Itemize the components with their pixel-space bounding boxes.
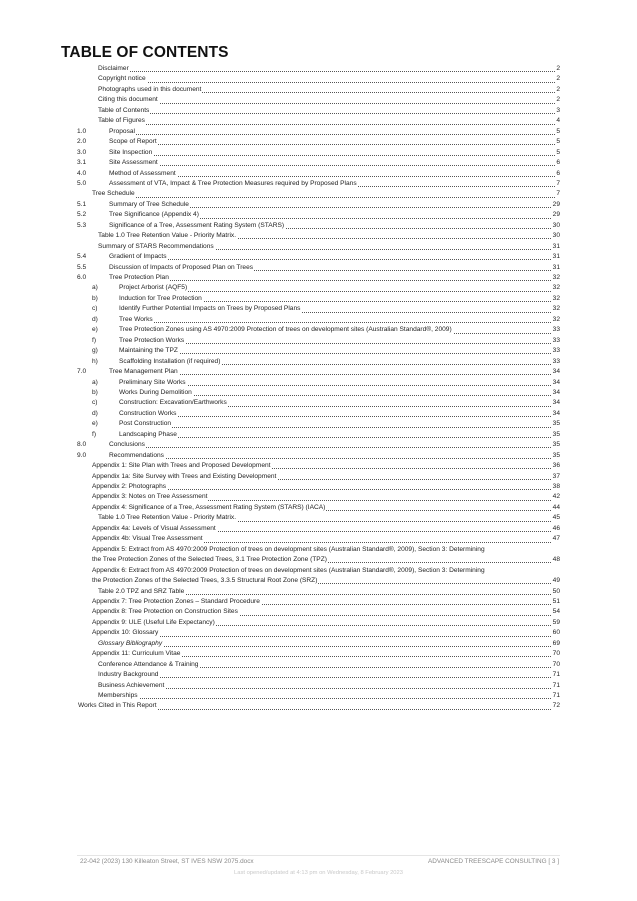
toc-entry-label: the Protection Zones of the Selected Trees, 3.3.5 Structural Root Zone (SRZ) bbox=[92, 576, 318, 586]
toc-entry-label: Appendix 8: Tree Protection on Construction Sites bbox=[92, 607, 239, 617]
toc-entry[interactable] bbox=[0, 566, 637, 576]
toc-entry[interactable] bbox=[0, 315, 637, 325]
toc-entry-page: 35 bbox=[552, 451, 560, 461]
toc-entry[interactable] bbox=[0, 597, 637, 607]
toc-entry-page: 71 bbox=[552, 691, 560, 701]
toc-entry-label: Discussion of Impacts of Proposed Plan on Trees bbox=[109, 263, 254, 273]
toc-entry-label: Recommendations bbox=[109, 451, 165, 461]
toc-entry-number: f) bbox=[92, 430, 97, 438]
toc-dot-leader bbox=[98, 82, 557, 83]
toc-dot-leader bbox=[92, 636, 557, 637]
toc-entry-page: 7 bbox=[555, 189, 560, 199]
toc-entry[interactable] bbox=[0, 378, 637, 388]
toc-dot-leader bbox=[119, 322, 557, 323]
toc-entry-label: Tree Protection Zones using AS 4970:2009 Protection of trees on development sites (Australian Standard®, 2009) bbox=[119, 325, 453, 335]
toc-entry-number: 5.0 bbox=[77, 179, 87, 187]
toc-entry-label: Appendix 5: Extract from AS 4970:2009 Protection of trees on development sites (Australian Standard®, 2009), Section 3: Determining bbox=[92, 545, 486, 555]
toc-entry-label: Works Cited in This Report bbox=[78, 701, 158, 711]
toc-entry-label: Project Arborist (AQF5) bbox=[119, 283, 188, 293]
toc-entry-number: 8.0 bbox=[77, 441, 87, 449]
toc-dot-leader bbox=[109, 155, 557, 156]
toc-entry-label: Tree Protection Works bbox=[119, 336, 185, 346]
toc-entry-page: 35 bbox=[552, 430, 560, 440]
toc-entry-page: 31 bbox=[552, 242, 560, 252]
toc-entry[interactable] bbox=[0, 660, 637, 670]
page-title: TABLE OF CONTENTS bbox=[61, 44, 229, 61]
toc-entry-label: Memberships bbox=[98, 691, 139, 701]
toc-entry[interactable] bbox=[0, 273, 637, 283]
toc-entry-label: Proposal bbox=[109, 127, 136, 137]
toc-dot-leader bbox=[109, 280, 557, 281]
toc-entry-page: 59 bbox=[552, 618, 560, 628]
toc-entry-label: Table 2.0 TPZ and SRZ Table bbox=[98, 587, 185, 597]
toc-entry[interactable] bbox=[0, 221, 637, 231]
toc-entry-label: Scaffolding Installation (if required) bbox=[119, 357, 221, 367]
toc-entry-page: 33 bbox=[552, 357, 560, 367]
toc-entry-page: 29 bbox=[552, 210, 560, 220]
toc-entry-label: Works During Demolition bbox=[119, 388, 193, 398]
toc-entry[interactable] bbox=[0, 64, 637, 74]
toc-entry-label: Post Construction bbox=[119, 419, 172, 429]
toc-entry-label: Assessment of VTA, Impact & Tree Protection Measures required by Proposed Plans bbox=[109, 179, 358, 189]
toc-entry[interactable] bbox=[0, 492, 637, 502]
toc-entry-page: 48 bbox=[552, 555, 560, 565]
toc-entry-number: c) bbox=[92, 305, 98, 313]
toc-entry-page: 2 bbox=[555, 64, 560, 74]
toc-entry-label: Construction: Excavation/Earthworks bbox=[119, 398, 228, 408]
toc-entry-page: 51 bbox=[552, 597, 560, 607]
toc-entry-number: 1.0 bbox=[77, 127, 87, 135]
toc-entry-page: 45 bbox=[552, 513, 560, 523]
toc-entry-page: 30 bbox=[552, 221, 560, 231]
toc-entry[interactable] bbox=[0, 681, 637, 691]
toc-entry[interactable] bbox=[0, 409, 637, 419]
toc-entry-page: 29 bbox=[552, 200, 560, 210]
toc-entry-label: Maintaining the TPZ bbox=[119, 346, 179, 356]
toc-entry[interactable] bbox=[0, 430, 637, 440]
toc-entry[interactable] bbox=[0, 200, 637, 210]
toc-dot-leader bbox=[109, 259, 557, 260]
toc-entry-label: Identify Further Potential Impacts on Trees by Proposed Plans bbox=[119, 304, 301, 314]
toc-entry-page: 42 bbox=[552, 492, 560, 502]
toc-entry-number: 9.0 bbox=[77, 451, 87, 459]
toc-entry-page: 5 bbox=[555, 137, 560, 147]
toc-entry-label: Tree Works bbox=[119, 315, 154, 325]
toc-entry[interactable] bbox=[0, 304, 637, 314]
toc-entry-label: Appendix 6: Extract from AS 4970:2009 Protection of trees on development sites (Australian Standard®, 2009), Section 3: Determining bbox=[92, 566, 486, 576]
toc-entry-label: Business Achievement bbox=[98, 681, 165, 691]
toc-entry-number: 5.2 bbox=[77, 211, 87, 219]
toc-entry-number: 2.0 bbox=[77, 138, 87, 146]
toc-entry-number: g) bbox=[92, 347, 98, 355]
toc-entry[interactable] bbox=[0, 169, 637, 179]
footer-document-name: 22-042 (2023) 130 Killeaton Street, ST IVES NSW 2075.docx bbox=[80, 858, 254, 865]
toc-entry[interactable] bbox=[0, 472, 637, 482]
toc-entry-label: Landscaping Phase bbox=[119, 430, 178, 440]
toc-entry-number: 5.1 bbox=[77, 200, 87, 208]
toc-entry[interactable] bbox=[0, 576, 637, 586]
toc-entry-number: 5.5 bbox=[77, 263, 87, 271]
toc-entry-page: 70 bbox=[552, 660, 560, 670]
toc-entry-label: Construction Works bbox=[119, 409, 177, 419]
toc-entry-page: 38 bbox=[552, 482, 560, 492]
toc-entry-page: 33 bbox=[552, 346, 560, 356]
toc-entry[interactable] bbox=[0, 85, 637, 95]
toc-entry-page: 7 bbox=[555, 179, 560, 189]
toc-entry-page: 4 bbox=[555, 116, 560, 126]
toc-entry-page: 35 bbox=[552, 419, 560, 429]
toc-entry-label: Appendix 1: Site Plan with Trees and Proposed Development bbox=[92, 461, 272, 471]
toc-entry[interactable] bbox=[0, 691, 637, 701]
toc-entry-label: Table 1.0 Tree Retention Value - Priority Matrix. bbox=[98, 231, 237, 241]
toc-entry[interactable] bbox=[0, 148, 637, 158]
toc-dot-leader bbox=[98, 677, 557, 678]
toc-entry-label: Tree Significance (Appendix 4) bbox=[109, 210, 200, 220]
toc-dot-leader bbox=[98, 124, 557, 125]
toc-entry-number: b) bbox=[92, 388, 98, 396]
toc-entry-label: Appendix 7: Tree Protection Zones – Standard Procedure bbox=[92, 597, 261, 607]
toc-entry-label: Glossary Bibliography bbox=[98, 639, 163, 649]
toc-entry-label: Table 1.0 Tree Retention Value - Priority Matrix. bbox=[98, 513, 237, 523]
toc-entry-page: 6 bbox=[555, 169, 560, 179]
toc-entry[interactable] bbox=[0, 555, 637, 565]
toc-entry-page: 71 bbox=[552, 670, 560, 680]
toc-entry-label: Tree Management Plan bbox=[109, 367, 179, 377]
toc-entry-number: c) bbox=[92, 399, 98, 407]
toc-dot-leader bbox=[119, 353, 557, 354]
toc-entry-page: 32 bbox=[552, 294, 560, 304]
toc-entry-number: 7.0 bbox=[77, 368, 87, 376]
toc-entry-page: 46 bbox=[552, 524, 560, 534]
toc-entry[interactable] bbox=[0, 649, 637, 659]
toc-dot-leader bbox=[119, 427, 557, 428]
toc-entry-page: 50 bbox=[552, 587, 560, 597]
toc-entry-page: 34 bbox=[552, 367, 560, 377]
toc-entry[interactable] bbox=[0, 628, 637, 638]
toc-dot-leader bbox=[92, 197, 557, 198]
toc-entry[interactable] bbox=[0, 74, 637, 84]
toc-entry-number: b) bbox=[92, 294, 98, 302]
toc-entry[interactable] bbox=[0, 398, 637, 408]
toc-entry-label: Copyright notice bbox=[98, 74, 147, 84]
toc-entry-number: 5.4 bbox=[77, 253, 87, 261]
toc-entry-number: d) bbox=[92, 409, 98, 417]
toc-dot-leader bbox=[119, 416, 557, 417]
toc-entry-label: Appendix 3: Notes on Tree Assessment bbox=[92, 492, 208, 502]
toc-entry[interactable] bbox=[0, 179, 637, 189]
toc-entry-label: Preliminary Site Works bbox=[119, 378, 187, 388]
toc-dot-leader bbox=[109, 458, 557, 459]
toc-entry-page: 2 bbox=[555, 85, 560, 95]
toc-dot-leader bbox=[109, 134, 557, 135]
toc-entry-page: 69 bbox=[552, 639, 560, 649]
toc-entry-page: 36 bbox=[552, 461, 560, 471]
toc-entry-label: Summary of Tree Schedule bbox=[109, 200, 190, 210]
toc-entry-label: Table of Contents bbox=[98, 106, 150, 116]
toc-entry-label: Appendix 4: Significance of a Tree, Assessment Rating System (STARS) (IACA) bbox=[92, 503, 326, 513]
toc-entry-label: Citing this document bbox=[98, 95, 159, 105]
toc-entry[interactable] bbox=[0, 231, 637, 241]
toc-entry[interactable] bbox=[0, 524, 637, 534]
toc-entry-page: 2 bbox=[555, 95, 560, 105]
toc-entry-label: Appendix 4a: Levels of Visual Assessment bbox=[92, 524, 217, 534]
toc-entry[interactable] bbox=[0, 294, 637, 304]
toc-entry-page: 5 bbox=[555, 148, 560, 158]
toc-entry-label: Photographs used in this document bbox=[98, 85, 202, 95]
toc-entry-page: 3 bbox=[555, 106, 560, 116]
toc-entry[interactable] bbox=[0, 346, 637, 356]
toc-entry-number: 6.0 bbox=[77, 274, 87, 281]
toc-entry[interactable] bbox=[0, 587, 637, 597]
footer-divider bbox=[77, 855, 560, 856]
toc-entry-number: e) bbox=[92, 420, 98, 428]
toc-entry[interactable] bbox=[0, 127, 637, 137]
toc-entry-label: Industry Background bbox=[98, 670, 159, 680]
toc-entry[interactable] bbox=[0, 357, 637, 367]
toc-entry-label: Gradient of Impacts bbox=[109, 252, 168, 262]
toc-entry[interactable] bbox=[0, 513, 637, 523]
toc-dot-leader bbox=[98, 646, 557, 647]
toc-entry-page: 30 bbox=[552, 231, 560, 241]
toc-entry[interactable] bbox=[0, 263, 637, 273]
toc-entry-page: 54 bbox=[552, 607, 560, 617]
toc-entry-number: 3.0 bbox=[77, 148, 87, 156]
toc-dot-leader bbox=[98, 71, 557, 72]
toc-dot-leader bbox=[98, 103, 557, 104]
toc-entry-label: Tree Schedule bbox=[92, 189, 136, 199]
toc-entry-label: Summary of STARS Recommendations bbox=[98, 242, 215, 252]
toc-entry-number: h) bbox=[92, 357, 98, 365]
toc-dot-leader bbox=[109, 144, 557, 145]
toc-entry-page: 49 bbox=[552, 576, 560, 586]
toc-entry-page: 34 bbox=[552, 398, 560, 408]
toc-entry-label: Site Assessment bbox=[109, 158, 159, 168]
toc-entry[interactable] bbox=[0, 701, 637, 711]
toc-entry[interactable] bbox=[0, 95, 637, 105]
footer-company-page: ADVANCED TREESCAPE CONSULTING [ 3 ] bbox=[427, 858, 559, 865]
toc-entry-page: 32 bbox=[552, 283, 560, 293]
toc-entry[interactable] bbox=[0, 242, 637, 252]
toc-entry-label: Induction for Tree Protection bbox=[119, 294, 203, 304]
toc-entry-page: 33 bbox=[552, 325, 560, 335]
toc-dot-leader bbox=[98, 113, 557, 114]
toc-entry-number: 4.0 bbox=[77, 169, 87, 177]
toc-entry-page: 72 bbox=[552, 701, 560, 711]
toc-entry-page: 47 bbox=[552, 534, 560, 544]
toc-entry[interactable] bbox=[0, 283, 637, 293]
toc-entry-page: 34 bbox=[552, 388, 560, 398]
toc-entry[interactable] bbox=[0, 367, 637, 377]
toc-entry-number: a) bbox=[92, 378, 98, 386]
toc-entry-number: 3.1 bbox=[77, 159, 87, 167]
toc-entry-page: 37 bbox=[552, 472, 560, 482]
toc-entry-label: Appendix 4b: Visual Tree Assessment bbox=[92, 534, 204, 544]
toc-entry-page: 2 bbox=[555, 74, 560, 84]
toc-entry-label: Appendix 2: Photographs bbox=[92, 482, 167, 492]
toc-entry-label: Conference Attendance & Training bbox=[98, 660, 199, 670]
toc-entry-page: 34 bbox=[552, 409, 560, 419]
toc-entry[interactable] bbox=[0, 325, 637, 335]
toc-entry[interactable] bbox=[0, 189, 637, 199]
toc-entry-number: e) bbox=[92, 326, 98, 334]
toc-entry-label: Appendix 10: Glossary bbox=[92, 628, 159, 638]
toc-entry-label: Conclusions bbox=[109, 440, 146, 450]
toc-entry-label: Tree Protection Plan bbox=[109, 273, 170, 283]
footer-last-updated: Last opened/updated at 4:13 pm on Wednesday, 8 February 2023 bbox=[234, 870, 403, 876]
toc-entry-number: d) bbox=[92, 315, 98, 323]
toc-dot-leader bbox=[109, 165, 557, 166]
toc-entry[interactable] bbox=[0, 116, 637, 126]
toc-entry[interactable] bbox=[0, 545, 637, 555]
toc-entry[interactable] bbox=[0, 639, 637, 649]
toc-dot-leader bbox=[119, 437, 557, 438]
toc-entry-label: Site Inspection bbox=[109, 148, 153, 158]
toc-entry[interactable] bbox=[0, 336, 637, 346]
toc-entry[interactable] bbox=[0, 158, 637, 168]
toc-entry-page: 71 bbox=[552, 681, 560, 691]
toc-entry-page: 70 bbox=[552, 649, 560, 659]
toc-entry-page: 5 bbox=[555, 127, 560, 137]
toc-entry-label: Appendix 9: ULE (Useful Life Expectancy) bbox=[92, 618, 216, 628]
toc-dot-leader bbox=[109, 447, 557, 448]
toc-entry-number: a) bbox=[92, 284, 98, 292]
toc-entry[interactable] bbox=[0, 670, 637, 680]
toc-entry[interactable] bbox=[0, 252, 637, 262]
toc-entry-page: 6 bbox=[555, 158, 560, 168]
toc-entry-number: 5.3 bbox=[77, 221, 87, 229]
toc-entry-label: Scope of Report bbox=[109, 137, 158, 147]
toc-entry[interactable] bbox=[0, 106, 637, 116]
toc-entry-label: Table of Figures bbox=[98, 116, 146, 126]
toc-entry-page: 32 bbox=[552, 315, 560, 325]
toc-dot-leader bbox=[98, 688, 557, 689]
toc-entry-label: Disclaimer bbox=[98, 64, 130, 74]
toc-entry[interactable] bbox=[0, 388, 637, 398]
toc-entry-page: 32 bbox=[552, 304, 560, 314]
toc-entry-label: Appendix 1a: Site Survey with Trees and Existing Development bbox=[92, 472, 277, 482]
toc-entry[interactable] bbox=[0, 440, 637, 450]
toc-entry-page: 60 bbox=[552, 628, 560, 638]
toc-entry-page: 31 bbox=[552, 263, 560, 273]
toc-entry[interactable] bbox=[0, 137, 637, 147]
toc-entry-label: Significance of a Tree, Assessment Rating System (STARS) bbox=[109, 221, 285, 231]
toc-entry[interactable] bbox=[0, 419, 637, 429]
toc-entry[interactable] bbox=[0, 451, 637, 461]
toc-entry[interactable] bbox=[0, 534, 637, 544]
toc-entry[interactable] bbox=[0, 210, 637, 220]
toc-entry[interactable] bbox=[0, 461, 637, 471]
toc-entry[interactable] bbox=[0, 618, 637, 628]
toc-entry-label: Method of Assessment bbox=[109, 169, 177, 179]
toc-entry-page: 35 bbox=[552, 440, 560, 450]
toc-entry-label: the Tree Protection Zones of the Selected Trees, 3.1 Tree Protection Zone (TPZ) bbox=[92, 555, 328, 565]
toc-dot-leader bbox=[98, 698, 557, 699]
toc-entry-page: 44 bbox=[552, 503, 560, 513]
toc-entry-page: 33 bbox=[552, 336, 560, 346]
toc-entry[interactable] bbox=[0, 482, 637, 492]
toc-entry[interactable] bbox=[0, 607, 637, 617]
toc-entry-page: 32 bbox=[552, 273, 560, 283]
toc-entry-page: 31 bbox=[552, 252, 560, 262]
toc-entry-label: Appendix 11: Curriculum Vitae bbox=[92, 649, 181, 659]
toc-entry-number: f) bbox=[92, 336, 97, 344]
toc-entry-page: 34 bbox=[552, 378, 560, 388]
toc-entry[interactable] bbox=[0, 503, 637, 513]
